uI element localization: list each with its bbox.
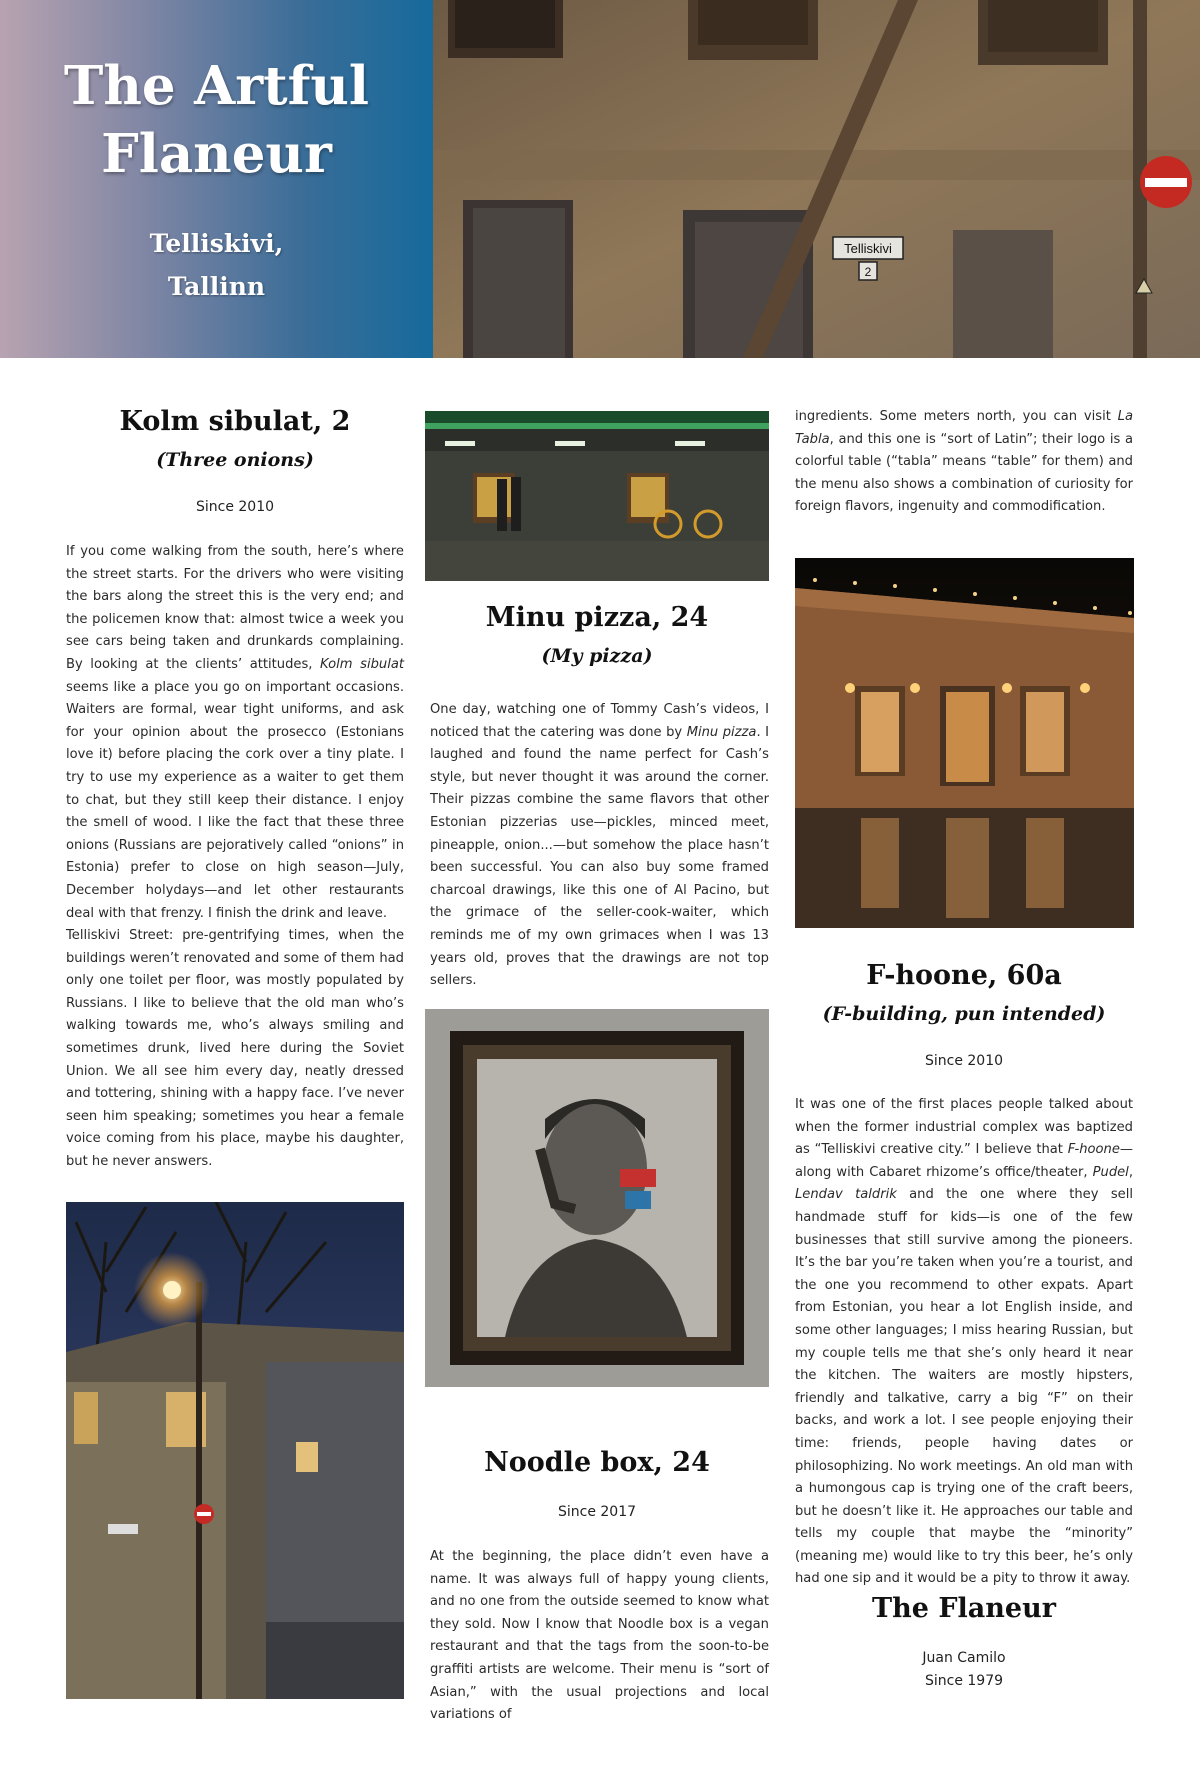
text-run: If you come walking from the south, here’s where the street starts. For the drivers who were visiting the bars along the street this is the very end; and the policemen know that: almost twice a week you see cars being taken and drunkards complaining. By looking at the clients’ attitudes, — [66, 544, 404, 672]
kolm-paragraph-1 — [66, 541, 404, 925]
location-subtitle — [0, 222, 433, 308]
street-sign-number: 2 — [864, 265, 872, 279]
text-run: , — [1128, 1164, 1133, 1180]
minu-body — [430, 699, 769, 993]
text-run: . I laughed and found the name perfect for Cash’s style, but never thought it was around the corner. Their pizzas combine the same flavors that other Estonian pizzerias use—pickles, minced meet, pineapple, onion...—but somehow the place hasn’t been successful. You can also buy some framed charcoal drawings, like this one of Al Pacino, but the grimace of the seller-cook-waiter, which reminds me of my own grimaces when I was 13 years old, proves that the drawings are not top sellers. — [430, 724, 770, 989]
noodle-body-continued — [795, 406, 1133, 519]
location-line-1: Telliskivi, — [149, 229, 284, 258]
lendav-taldrik-italic: Lendav taldrik — [795, 1187, 897, 1203]
fhoone-title: F-hoone, 60a — [866, 960, 1062, 991]
photo-f-hoone-building — [795, 558, 1134, 928]
author-name: Juan Camilo — [922, 1650, 1006, 1666]
street-sign-name: Telliskivi — [844, 241, 892, 256]
text-run: ingredients. Some meters north, you can visit — [795, 409, 1118, 424]
noodle-since: Since 2017 — [557, 1504, 637, 1520]
kolm-body — [66, 541, 404, 1174]
title-line-1: The Artful — [63, 55, 370, 117]
minu-paragraph — [430, 699, 769, 993]
text-run: seems like a place you go on important occasions. Waiters are formal, wear tight uniforms, and ask for your opinion about the prosecco (Estonians love it) before placing the cork over a tiny plate. I try to use my experience as a waiter to get them to chat, but they still keep their distance. I enjoy the smell of wood. I like the fact that these three onions (Russians are pejoratively called “onions” in Estonia) prefer to close on high season—July, December holydays—and let other restaurants deal with that frenzy. I finish the drink and leave. — [66, 679, 404, 921]
minu-subtitle: (My pizza) — [541, 645, 653, 667]
minu-name-italic: Minu pizza — [686, 724, 757, 740]
photo-street-lamp-night — [66, 1202, 404, 1699]
fhoone-subtitle: (F-building, pun intended) — [822, 1003, 1106, 1025]
text-run: One day, watching one of Tommy Cash’s videos, I noticed that the catering was done by — [430, 702, 769, 740]
photo-minu-pizza-storefront — [425, 411, 769, 581]
title-banner — [0, 0, 433, 358]
minu-title: Minu pizza, 24 — [485, 602, 709, 633]
la-tabla-italic: La Tabla — [795, 409, 1133, 447]
noodle-paragraph: At the beginning, the place didn’t even have a name. It was always full of happy young clients, and no one from the outside seemed to know what they sold. Now I know that Noodle box is a vegan restaurant and that the tags from the soon-to-be graffiti artists are welcome. Their menu is “sort of Asian,” with the usual projections and local variations of — [430, 1549, 769, 1723]
kolm-since: Since 2010 — [195, 499, 275, 515]
signature-heading: The Flaneur — [872, 1593, 1056, 1624]
title-line-2: Flaneur — [101, 123, 332, 185]
author-since: Since 1979 — [924, 1673, 1004, 1689]
header-photo-building-facade — [433, 0, 1200, 358]
pudel-italic: Pudel — [1092, 1164, 1129, 1180]
text-run: , and this one is “sort of Latin”; their logo is a colorful table (“tabla” means “table” for them) and the menu also shows a combination of curiosity for foreign flavors, ingenuity and commodification. — [795, 431, 1133, 515]
fhoone-body — [795, 1094, 1133, 1591]
location-line-2: Tallinn — [167, 272, 266, 301]
fhoone-since: Since 2010 — [924, 1053, 1004, 1069]
kolm-subtitle: (Three onions) — [156, 449, 314, 471]
noodle-title: Noodle box, 24 — [484, 1447, 710, 1478]
kolm-paragraph-2: Telliskivi Street: pre-gentrifying times, when the buildings weren’t renovated and some of them had only one toilet per floor, was mostly populated by Russians. I like to believe that the old man who’s walking towards me, who’s always smiling and sometimes drunk, lived here during the Soviet Union. We all see him every day, neatly dressed and tottering, shining with a happy face. I’ve never seen him speaking; sometimes you hear a female voice coming from his place, maybe his daughter, but he never answers. — [66, 928, 404, 1170]
f-hoone-italic: F-hoone — [1067, 1142, 1120, 1158]
fhoone-paragraph — [795, 1094, 1133, 1591]
magazine-title — [0, 52, 433, 188]
noodle-paragraph-continued — [795, 406, 1133, 519]
noodle-body — [430, 1546, 769, 1727]
kolm-name-italic: Kolm sibulat — [320, 656, 404, 672]
text-run: It was one of the first places people talked about when the former industrial complex was baptized as “Telliskivi creative city.” I believe that — [795, 1097, 1133, 1158]
text-run: and the one where they sell handmade stuff for kids—is one of the few businesses that still survive among the pioneers. It’s the bar you’re taken when you’re a tourist, and the one you recommend to other expats. Apart from Estonian, you hear a lot English inside, and some other languages; I miss hearing Russian, but my couple tells me that she’s only heard it near the kitchen. The waiters are mostly hipsters, friendly and talkative, carry a big “F” on their backs, and work a lot. I see people enjoying their time: friends, people having dates or philosophizing. No work meetings. An old man with a humongous cap is trying one of the craft beers, but he doesn’t like it. He approaches our table and tells my couple that maybe the “minority” (meaning me) would like to try this beer, he’s only had one sip and it would be a pity to throw it away. — [795, 1187, 1133, 1587]
photo-framed-charcoal-drawing — [425, 1009, 769, 1387]
text-run: —along with Cabaret rhizome’s office/theater, — [795, 1142, 1133, 1180]
kolm-title: Kolm sibulat, 2 — [119, 406, 351, 437]
